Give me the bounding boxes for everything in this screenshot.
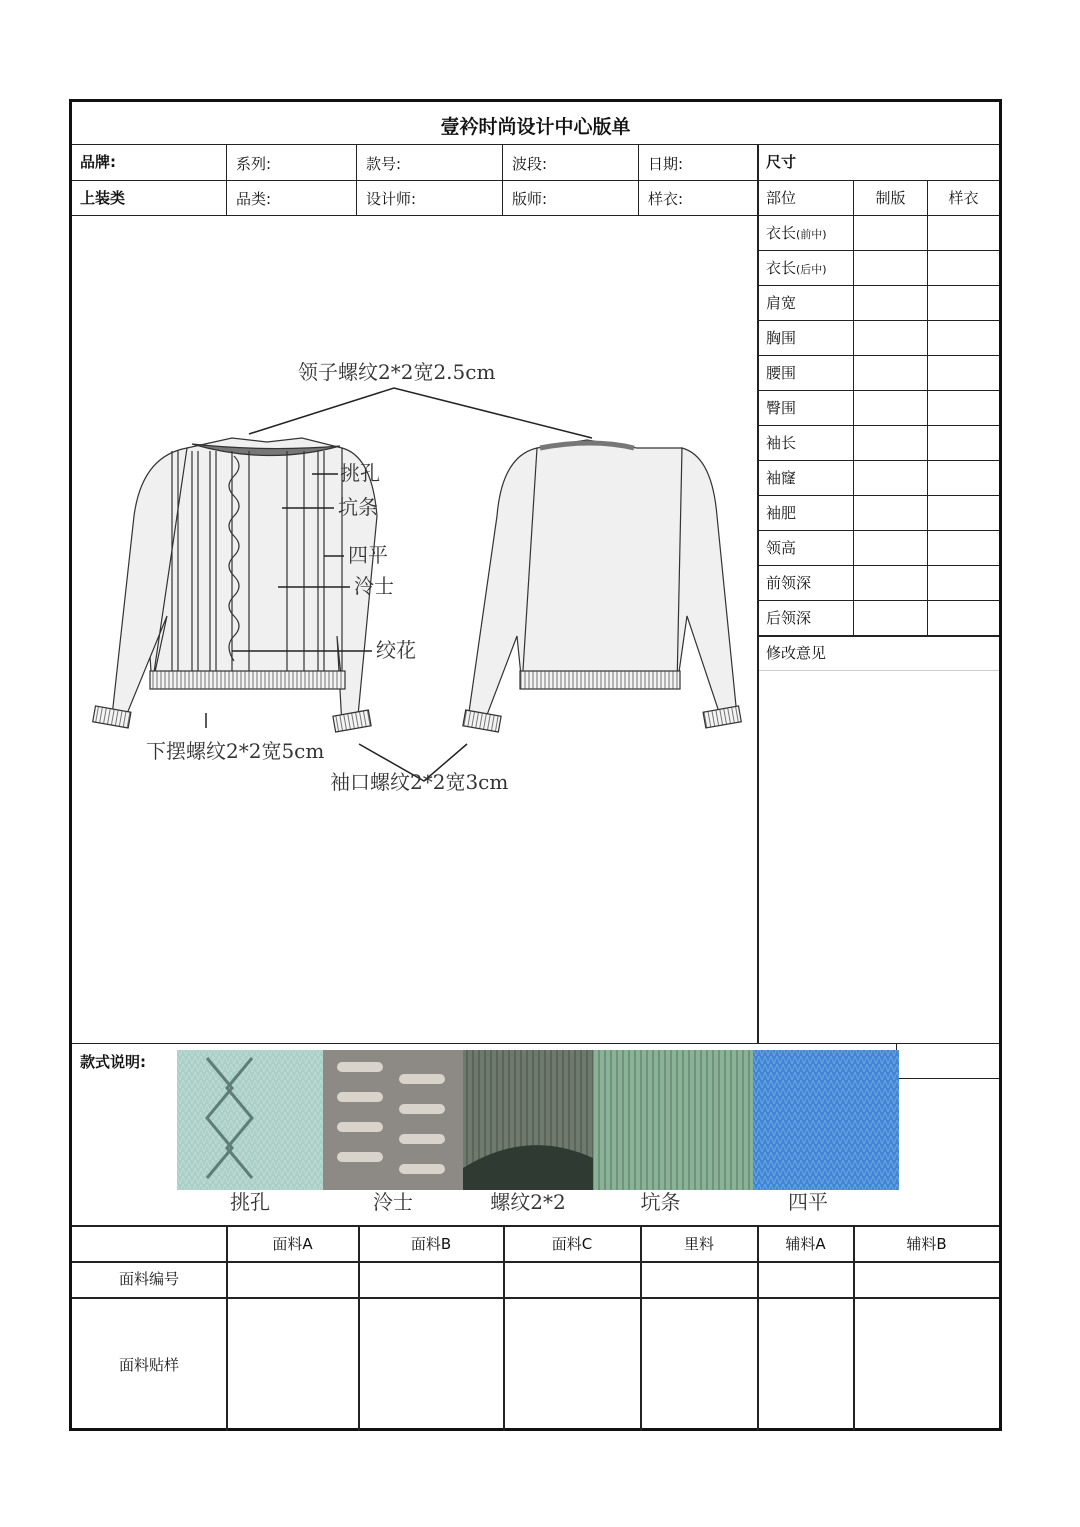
annotation-cable: 泠士 — [354, 574, 394, 598]
style-desc-label: 款式说明: — [80, 1053, 146, 1071]
swatch-label: 螺纹2*2 — [490, 1190, 566, 1214]
measure-header-sample: 样衣 — [948, 189, 979, 207]
annotation-eyelet: 挑孔 — [340, 461, 380, 485]
annotation-twist: 绞花 — [376, 638, 416, 662]
measure-row: 后领深 — [766, 609, 812, 627]
category-main: 上装类 — [80, 189, 126, 207]
swatch-label: 四平 — [788, 1190, 828, 1214]
sheet-title: 壹衿时尚设计中心版单 — [440, 116, 631, 138]
measure-row: 袖长 — [766, 434, 797, 452]
measure-row: 肩宽 — [766, 294, 797, 312]
swatch-label: 泠士 — [373, 1190, 413, 1214]
annotation-cuff: 袖口螺纹2*2宽3cm — [330, 770, 509, 794]
brand-label: 品牌: — [80, 153, 116, 171]
sweater-illustration — [72, 216, 757, 1042]
divider — [72, 144, 999, 145]
measure-row: 衣长(前中) — [766, 224, 827, 242]
date-label: 日期: — [648, 155, 684, 173]
measure-row: 臀围 — [766, 399, 797, 417]
pattern-maker-label: 版师: — [512, 190, 548, 208]
fabric-header: 面料B — [410, 1235, 452, 1253]
fabric-header: 面料C — [551, 1235, 593, 1253]
measure-row: 衣长(后中) — [766, 259, 827, 277]
fabric-header: 里料 — [683, 1235, 714, 1253]
fabric-swatches — [177, 1048, 899, 1192]
series-label: 系列: — [236, 155, 272, 173]
swatch-label: 挑孔 — [230, 1190, 270, 1214]
fabric-header: 辅料B — [906, 1235, 947, 1253]
annotation-rib-stripe: 坑条 — [338, 495, 378, 519]
revision-label: 修改意见 — [766, 644, 827, 662]
designer-label: 设计师: — [366, 190, 417, 208]
swatch-label: 坑条 — [640, 1190, 681, 1214]
style-no-label: 款号: — [366, 155, 402, 173]
annotation-hem: 下摆螺纹2*2宽5cm — [146, 739, 325, 763]
measure-row: 前领深 — [766, 574, 812, 592]
back-body — [517, 440, 684, 686]
wave-label: 波段: — [512, 155, 548, 173]
fabric-code-label: 面料编号 — [118, 1270, 179, 1288]
divider — [72, 180, 999, 181]
fabric-header: 面料A — [272, 1235, 313, 1253]
annotation-plain: 四平 — [348, 543, 388, 567]
measure-row: 袖窿 — [766, 469, 797, 487]
back-right-sleeve — [677, 448, 737, 721]
measure-row: 腰围 — [766, 364, 797, 382]
category-label: 品类: — [236, 190, 272, 208]
measure-row: 领高 — [766, 539, 797, 557]
spec-sheet — [69, 99, 1002, 1431]
annotation-collar: 领子螺纹2*2宽2.5cm — [298, 360, 496, 384]
measure-row: 胸围 — [766, 329, 797, 347]
size-label: 尺寸 — [766, 153, 797, 171]
sample-label: 样衣: — [648, 190, 684, 208]
measure-row: 袖肥 — [766, 504, 797, 522]
measure-header-part: 部位 — [766, 189, 797, 207]
measure-header-pattern: 制版 — [875, 189, 906, 207]
fabric-header: 辅料A — [785, 1235, 826, 1253]
fabric-swatch-label: 面料贴样 — [118, 1356, 179, 1374]
